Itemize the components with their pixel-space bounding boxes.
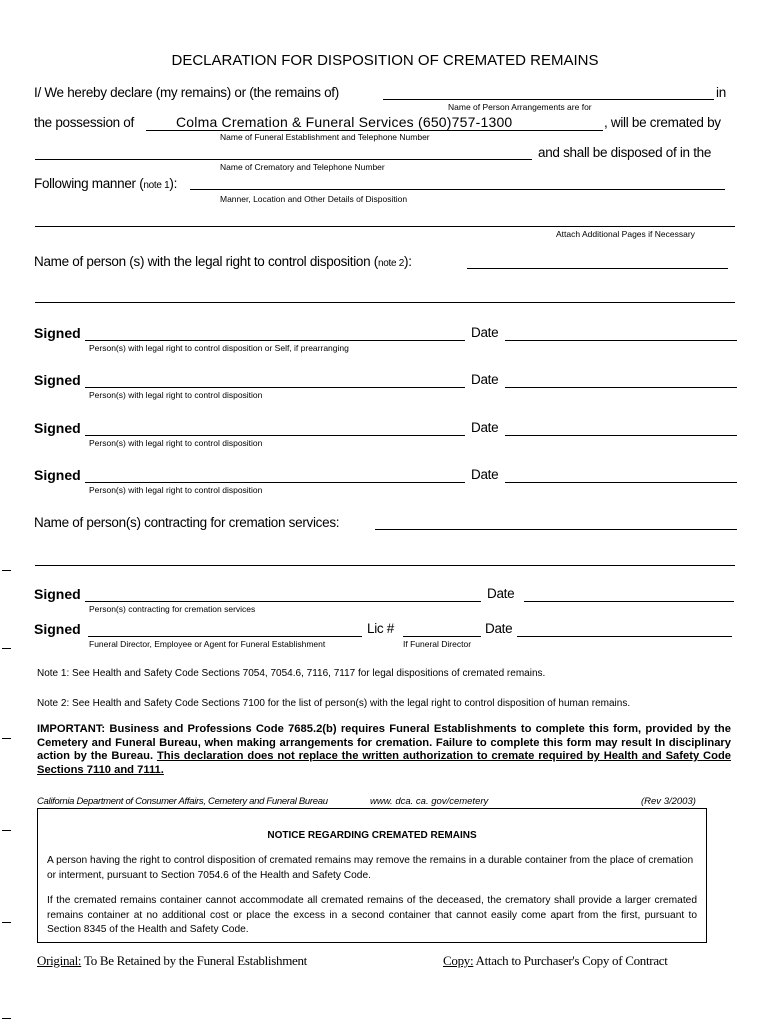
notice-title: NOTICE REGARDING CREMATED REMAINS [267,830,477,841]
date-label: Date [471,420,499,435]
date-label: Date [471,325,499,340]
contracting-caption: Person(s) contracting for cremation services [89,604,256,614]
in-label: in [716,85,726,100]
contracting-signature-field[interactable] [85,601,481,602]
contracting-field-2[interactable] [35,565,735,566]
crematory-field[interactable] [35,159,532,160]
margin-tick [2,570,11,571]
page-title: DECLARATION FOR DISPOSITION OF CREMATED REMAINS [171,52,599,69]
signed-label: Signed [34,621,81,637]
legal-right-label: Name of person (s) with the legal right to control disposition (note 2): [34,254,412,269]
date-label: Date [471,467,499,482]
date-label: Date [471,372,499,387]
director-date-field[interactable] [517,636,732,637]
original-note: Original: To Be Retained by the Funeral Establishment [37,953,307,968]
establishment-value[interactable]: Colma Cremation & Funeral Services (650)757-1300 [176,114,513,130]
date-field[interactable] [505,482,737,483]
signature-caption: Person(s) with legal right to control disposition [89,485,263,495]
agency-label: California Department of Consumer Affairs, Cemetery and Funeral Bureau [37,796,328,807]
legal-right-field-2[interactable] [35,302,735,303]
important-notice: IMPORTANT: Business and Professions Code 7685.2(b) requires Funeral Establishments to complete this form, provided by the Cemetery and Funeral Bureau, when making arrangements for cremation. Failure to complete this form may result In disciplinary action by the Bureau. This declaration does not replace the written authorization to cremate required by Health and Safety Code Sections 7110 and 7111. [37,723,732,776]
signed-label: Signed [34,586,81,602]
margin-tick [2,922,11,923]
margin-tick [2,830,11,831]
legal-right-field[interactable] [467,268,728,269]
additional-field[interactable] [35,226,735,227]
director-caption: Funeral Director, Employee or Agent for Funeral Establishment [89,639,326,649]
signed-label: Signed [34,372,81,388]
cremated-by-label: , will be cremated by [604,115,721,130]
signed-label: Signed [34,467,81,483]
director-signature-field[interactable] [88,636,362,637]
establishment-caption: Name of Funeral Establishment and Telephone Number [220,132,430,142]
margin-tick [2,648,11,649]
signature-field[interactable] [85,435,465,436]
signature-field[interactable] [85,482,465,483]
date-label: Date [485,621,513,636]
signature-caption: Person(s) with legal right to control disposition [89,390,263,400]
date-label: Date [487,586,515,601]
note-2: Note 2: See Health and Safety Code Sections 7100 for the list of person(s) with the legal right to control disposition of human remains. [37,698,631,709]
signed-label: Signed [34,325,81,341]
signature-caption: Person(s) with legal right to control disposition [89,438,263,448]
contracting-date-field[interactable] [524,601,734,602]
following-label: Following manner (note 1): [34,176,178,191]
person-name-field[interactable] [383,99,714,100]
margin-tick [2,738,11,739]
date-field[interactable] [505,435,737,436]
signature-field[interactable] [85,387,465,388]
lic-field[interactable] [403,636,481,637]
lic-caption: If Funeral Director [403,639,472,649]
crematory-caption: Name of Crematory and Telephone Number [220,162,385,172]
person-caption: Name of Person Arrangements are for [448,102,592,112]
possession-label: the possession of [34,115,134,130]
notice-paragraph-2: If the cremated remains container cannot accommodate all cremated remains of the deceased, the crematory shall provide a larger cremated remains container at no additional cost or place the excess in a second container that cannot easily come apart from the first, pursuant to Section 8345 of the Health and Safety Code. [47,895,697,935]
note-1: Note 1: See Health and Safety Code Sections 7054, 7054.6, 7116, 7117 for legal dispositions of cremated remains. [37,668,546,679]
notice-paragraph-1: A person having the right to control disposition of cremated remains may remove the remains in a durable container from the place of cremation or interment, pursuant to Section 7054.6 of the Health and Safety Code. [47,855,694,881]
copy-note: Copy: Attach to Purchaser's Copy of Contract [443,953,668,968]
attach-caption: Attach Additional Pages if Necessary [556,229,695,239]
contracting-field[interactable] [375,529,737,530]
manner-field[interactable] [190,189,725,190]
signature-field[interactable] [85,340,465,341]
date-field[interactable] [505,340,737,341]
agency-url: www. dca. ca. gov/cemetery [370,796,489,807]
date-field[interactable] [505,387,737,388]
lic-label: Lic # [367,621,395,636]
notice-box [37,808,707,943]
establishment-field[interactable] [146,130,603,131]
manner-caption: Manner, Location and Other Details of Disposition [220,194,408,204]
revision-label: (Rev 3/2003) [641,796,696,807]
signed-label: Signed [34,420,81,436]
disposed-label: and shall be disposed of in the [538,145,712,160]
signature-caption: Person(s) with legal right to control disposition or Self, if prearranging [89,343,349,353]
contracting-label: Name of person(s) contracting for cremation services: [34,515,340,530]
declare-label: I/ We hereby declare (my remains) or (the remains of) [34,85,339,100]
margin-tick [2,1018,11,1019]
